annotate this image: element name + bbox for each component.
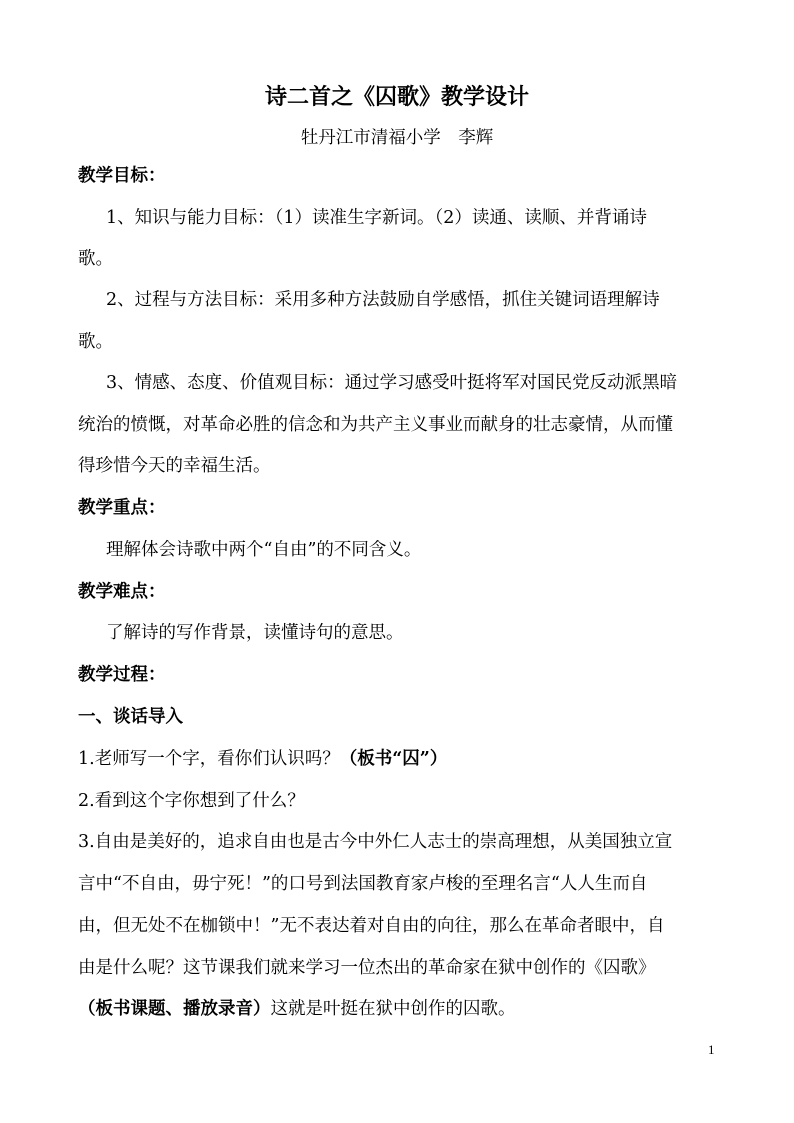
- goal3-line1: 3、情感、态度、价值观目标：通过学习感受叶挺将军对国民党反动派黑暗: [106, 373, 678, 393]
- process-heading: 教学过程：: [78, 665, 166, 685]
- goals-heading: 教学目标：: [78, 166, 166, 186]
- goal2-line2: 歌。: [78, 332, 113, 352]
- goal1-line1: 1、知识与能力目标：（1）读准生字新词。（2）读通、读顺、并背诵诗: [106, 208, 647, 228]
- item1-text: 1.老师写一个字，看你们认识吗？: [78, 749, 340, 769]
- item3-line5: [78, 997, 516, 1021]
- goal3-line3: 得珍惜今天的幸福生活。: [78, 456, 271, 476]
- goal2-line1: 2、过程与方法目标：采用多种方法鼓励自学感悟，抓住关键词语理解诗: [106, 290, 660, 310]
- item1-board-note: （板书“囚”）: [339, 749, 448, 769]
- item1-line: [78, 747, 447, 771]
- item3-line4: 由是什么呢？这节课我们就来学习一位杰出的革命家在狱中创作的《囚歌》: [78, 958, 656, 978]
- goal1-line2: 歌。: [78, 249, 113, 269]
- item3-line3: 由，但无处不在枷锁中！”无不表达着对自由的向往，那么在革命者眼中，自: [78, 916, 665, 936]
- page-number: 1: [708, 1042, 715, 1057]
- author-line: 牡丹江市清福小学 李辉: [300, 128, 494, 148]
- item3-line2: 言中“不自由，毋宁死！”的口号到法国教育家卢梭的至理名言“人人生而自: [78, 874, 648, 894]
- difficult-points-text: 了解诗的写作背景，读懂诗句的意思。: [106, 623, 404, 643]
- item3-line5-text: 这就是叶挺在狱中创作的囚歌。: [270, 999, 516, 1019]
- item3-line1: 3.自由是美好的，追求自由也是古今中外仁人志士的崇高理想，从美国独立宣: [78, 832, 673, 852]
- goal3-line2: 统治的愤慨，对革命必胜的信念和为共产主义事业而献身的壮志豪情，从而懂: [78, 415, 673, 435]
- section1-heading: 一、谈话导入: [78, 707, 183, 727]
- key-points-heading: 教学重点：: [78, 498, 166, 518]
- key-points-text: 理解体会诗歌中两个“自由”的不同含义。: [106, 540, 422, 560]
- document-title: 诗二首之《囚歌》教学设计: [264, 84, 529, 110]
- item3-board-note: （板书课题、播放录音）: [78, 999, 271, 1019]
- item2-line: 2.看到这个字你想到了什么？: [78, 791, 305, 811]
- difficult-points-heading: 教学难点：: [78, 582, 166, 602]
